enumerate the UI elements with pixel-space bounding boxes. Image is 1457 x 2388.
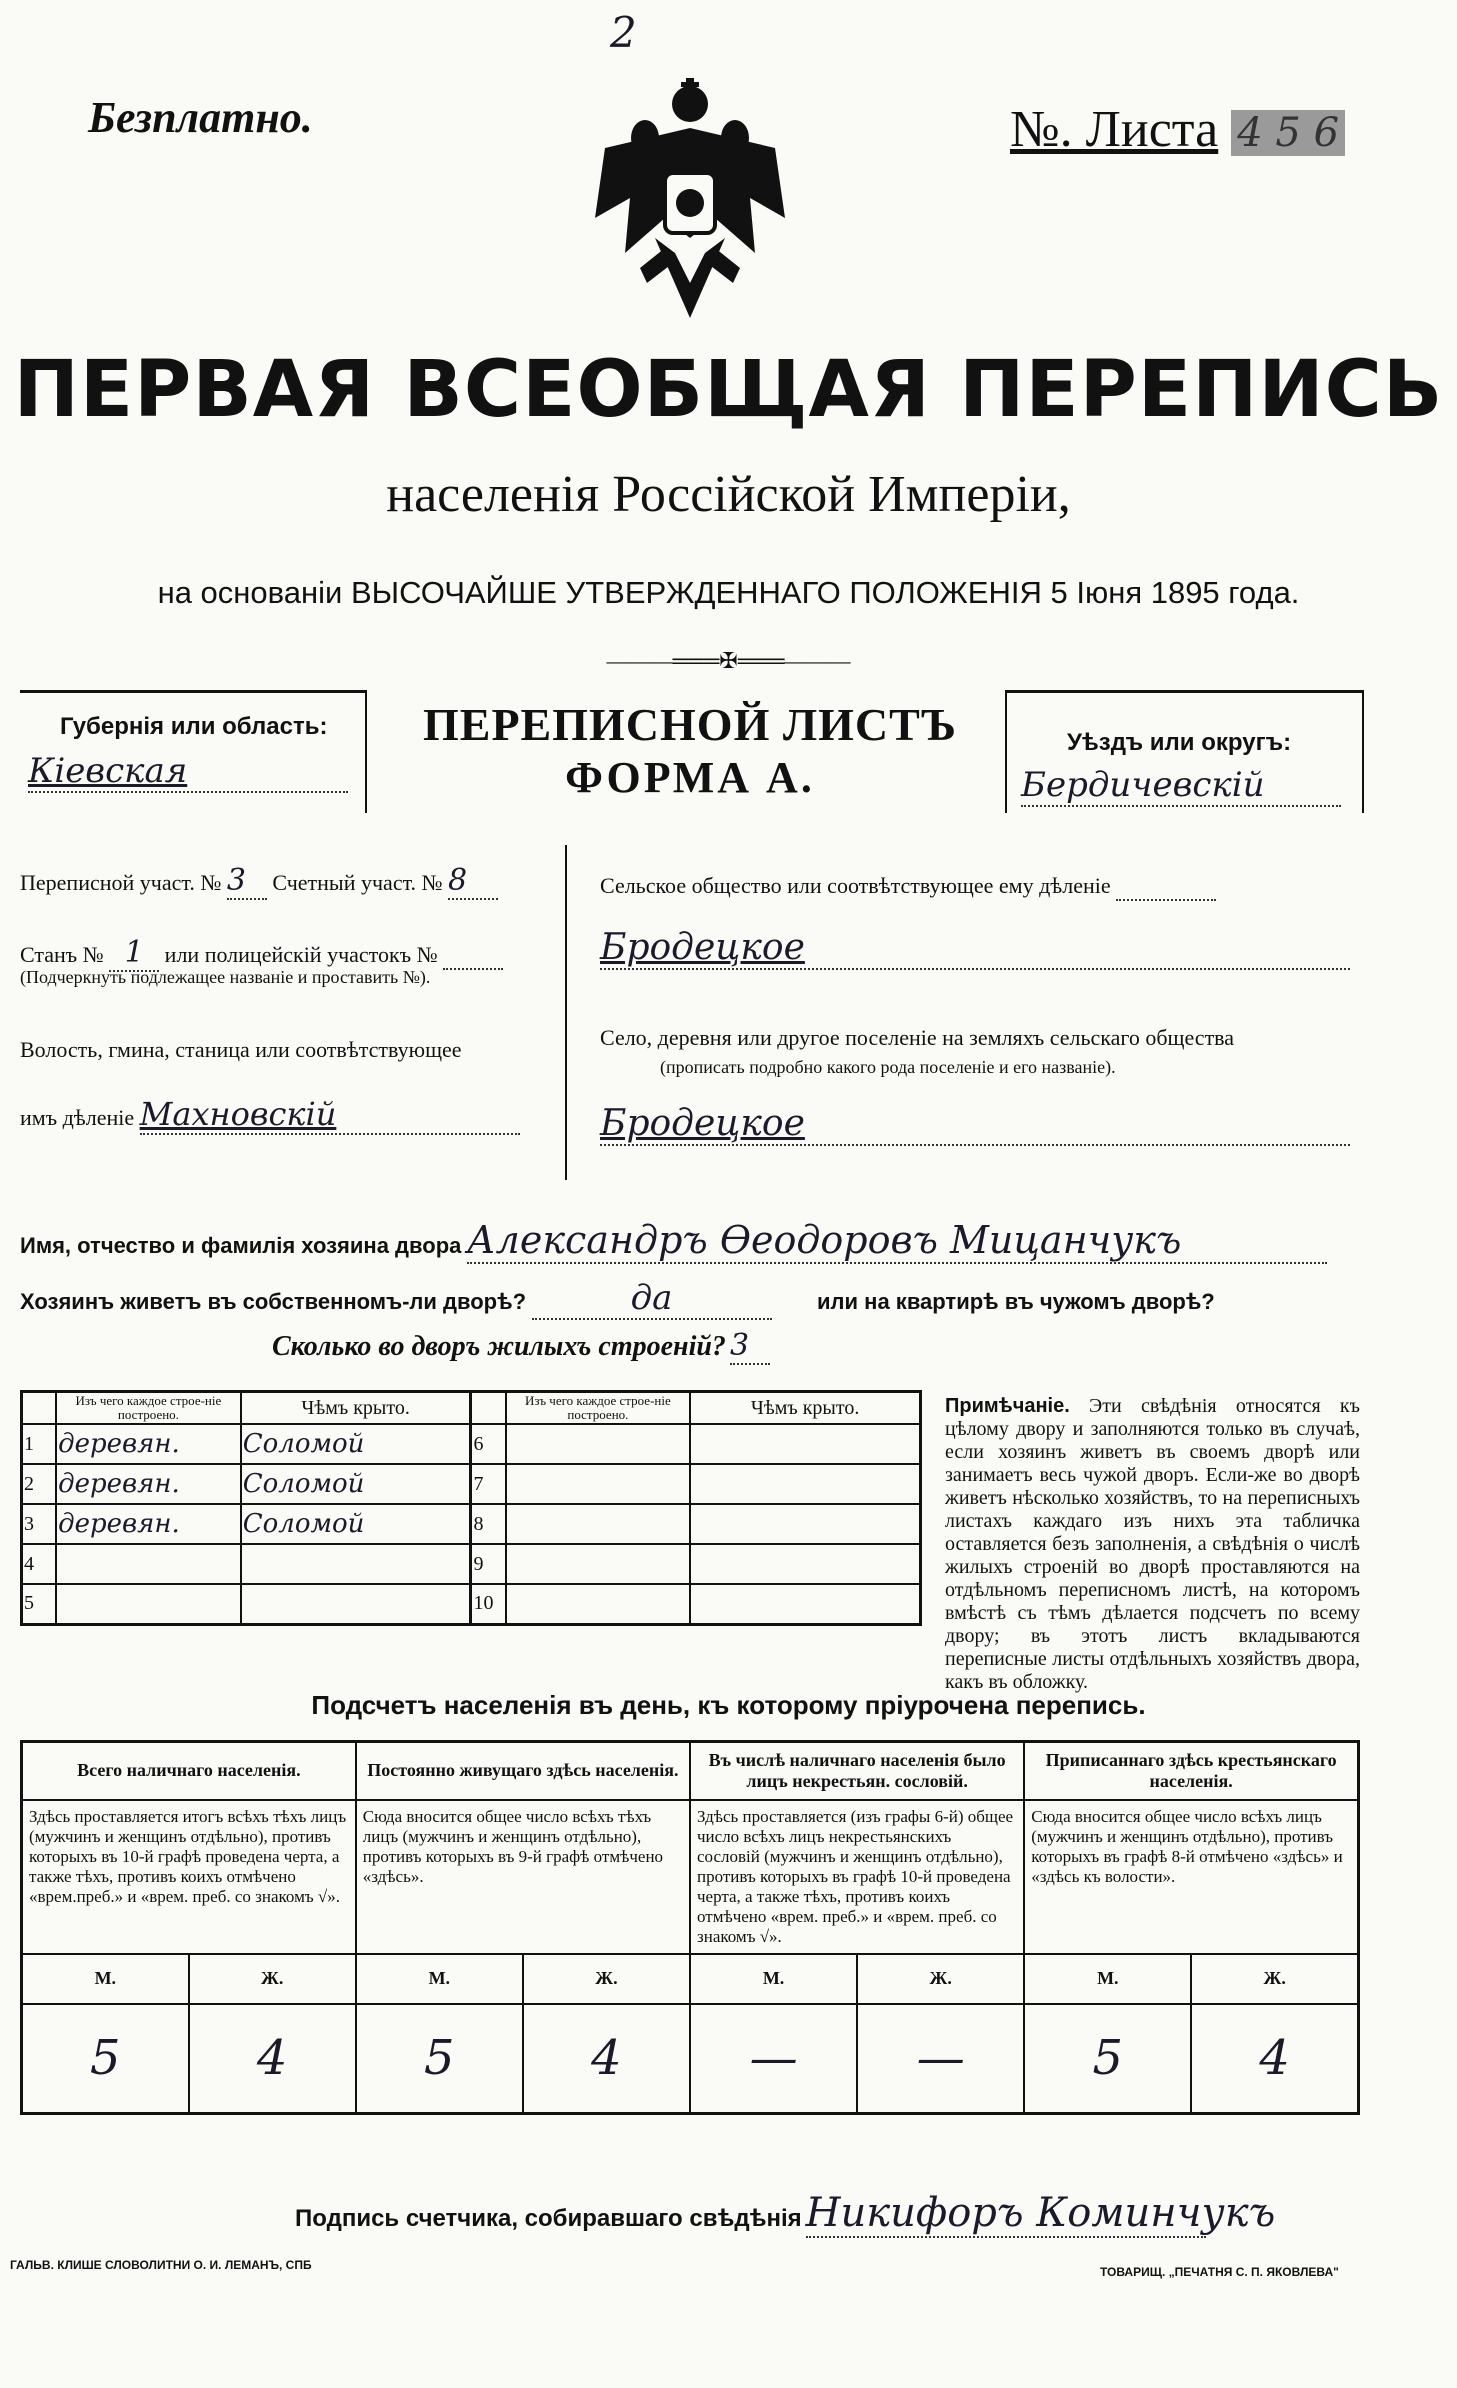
table-row: 5 10 [22,1584,921,1624]
pop-value-m-1: 5 [22,2004,189,2114]
pop-col-desc-3: Здѣсь проставляется (изъ графы 6-й) общее число всѣхъ лицъ некрестьянскихъ сословій (мужчинъ и женщинъ отдѣльно), противъ которыхъ въ графѣ 10-й проведена черта, а также тѣхъ, противъ коихъ отмѣчено «врем. преб.» и «врем. преб. со знакомъ √». [690,1800,1024,1954]
pop-col-desc-4: Сюда вносится общее число всѣхъ лицъ (мужчинъ и женщинъ отдѣльно), противъ которыхъ въ графѣ 8-й отмѣчено «здѣсь» и «здѣсь къ волости». [1024,1800,1358,1954]
underline-note: (Подчеркнуть подлежащее названіе и проставить №). [20,967,431,987]
gubernia-label: Губернія или область: [60,713,328,740]
col-material-header-2: Изъ чего каждое строе-ніе построено. [506,1392,691,1425]
pop-col-head-1: Всего наличнаго населенія. [22,1742,356,1800]
col-material-header: Изъ чего каждое строе-ніе построено. [56,1392,241,1425]
uezd-value: Бердичевскій [1021,765,1341,807]
sheet-number-value: 4 5 6 [1231,110,1345,156]
form-subtitle: ФОРМА А. [565,753,815,802]
printer-imprint-right: ТОВАРИЩ. „ПЕЧАТНЯ С. П. ЯКОВЛЕВА" [1100,2265,1339,2279]
owner-name-label: Имя, отчество и фамилія хозяина двора [20,1233,462,1258]
table-row: 4 9 [22,1544,921,1584]
region-box [20,690,1360,815]
note-text: Эти свѣдѣнія относятся къ цѣлому двору и заполняются только въ случаѣ, если хозяинъ живетъ въ своемъ дворѣ или занимаетъ весь чужой дворъ. Если-же во дворѣ живетъ нѣсколько хозяйствъ, то на переписныхъ листахъ каждаго изъ нихъ эта табличка оставляется безъ заполненія, а свѣдѣнія о числѣ жилыхъ строеній во дворѣ проставляются на отдѣльномъ переписномъ листѣ, на которомъ вмѣстѣ съ тѣмъ дѣлается подсчетъ по всему двору; въ этотъ листъ вкладываются переписные листы отдѣльныхъ хозяйствъ двора, какъ въ обложку. [945,1395,1360,1693]
volost-label-2: имъ дѣленіе [20,1105,135,1130]
free-label: Безплатно. [88,93,313,142]
police-value [443,942,503,970]
table-row: 3 деревян. Соломой 8 [22,1504,921,1544]
sheet-number-label: №. Листа [1010,101,1219,158]
population-title: Подсчетъ населенія въ день, къ которому пріурочена перепись. [311,1690,1146,1720]
pop-value-f-3: — [857,2004,1024,2114]
village-note: (прописать подробно какого рода поселеніе и его названіе). [660,1057,1116,1077]
pop-col-head-3: Въ числѣ наличнаго населенія было лицъ некрестьян. сословій. [690,1742,1024,1800]
buildings-count-value: 3 [730,1328,770,1365]
form-title: ПЕРЕПИСНОЙ ЛИСТЪ [422,699,958,750]
gubernia-box [20,690,367,813]
count-area-label: Счетный участ. № [272,870,443,895]
population-table: Всего наличнаго населенія. Постоянно живущаго здѣсь населенія. Въ числѣ наличнаго населенія было лицъ некрестьян. сословій. Приписаннаго здѣсь крестьянскаго населенія. Здѣсь проставляется итогъ всѣхъ тѣхъ лицъ (мужчинъ и женщинъ отдѣльно), противъ которыхъ въ 10-й графѣ проведена черта, а также тѣхъ, противъ коихъ отмѣчено «врем.преб.» и «врем. преб. со знакомъ √». Сюда вносится общее число всѣхъ тѣхъ лицъ (мужчинъ и женщинъ отдѣльно), противъ которыхъ въ 9-й графѣ отмѣчено «здѣсь». Здѣсь проставляется (изъ графы 6-й) общее число всѣхъ лицъ некрестьянскихъ сословій (мужчинъ и женщинъ отдѣльно), противъ которыхъ въ графѣ 10-й проведена черта, а также тѣхъ, противъ коихъ отмѣчено «врем. преб.» и «врем. преб. со знакомъ √». Сюда вносится общее число всѣхъ лицъ (мужчинъ и женщинъ отдѣльно), противъ которыхъ въ графѣ 8-й отмѣчено «здѣсь» и «здѣсь къ волости». М. Ж. М. Ж. М. Ж. М. Ж. 5 4 5 4 — — 5 4 [20,1740,1360,2115]
volost-value: Махновскій [140,1095,520,1135]
police-label: или полицейскій участокъ № [164,942,438,967]
pop-value-f-4: 4 [1191,2004,1358,2114]
main-title: ПЕРВАЯ ВСЕОБЩАЯ ПЕРЕПИСЬ [13,345,1444,435]
stan-value: 1 [109,935,159,972]
page-number: 2 [610,8,637,57]
subtitle: населенія Россійской Имперіи, [386,466,1071,523]
pop-col-head-4: Приписаннаго здѣсь крестьянскаго населенія. [1024,1742,1358,1800]
village-value: Бродецкое [600,1103,1350,1146]
printer-imprint-left: ГАЛЬВ. КЛИШЕ СЛОВОЛИТНИ О. И. ЛЕМАНЪ, СПБ [10,2258,312,2272]
buildings-table [20,1390,922,1626]
imperial-eagle-emblem [585,78,795,328]
uezd-label: Уѣздъ или округъ: [1067,729,1292,756]
census-area-value: 3 [227,863,267,900]
pop-value-m-3: — [690,2004,857,2114]
pop-value-f-2: 4 [523,2004,690,2114]
owner-lives-label: Хозяинъ живетъ въ собственномъ-ли дворѣ? [20,1289,527,1314]
stan-label: Станъ № [20,942,104,967]
signature-value: Никифоръ Коминчукъ [805,2190,1276,2236]
buildings-note [945,1395,1360,1694]
col-roof-header-2: Чѣмъ крыто. [690,1392,920,1425]
gubernia-value: Кіевская [28,751,348,793]
note-title: Примѣчаніе. [945,1395,1070,1417]
village-label: Село, деревня или другое поселеніе на земляхъ сельскаго общества [600,1025,1235,1050]
owner-lives-label-2: или на квартирѣ въ чужомъ дворѣ? [817,1289,1215,1314]
pop-col-desc-2: Сюда вносится общее число всѣхъ тѣхъ лицъ (мужчинъ и женщинъ отдѣльно), противъ которыхъ въ 9-й графѣ отмѣчено «здѣсь». [356,1800,690,1954]
sheet-number [1010,100,1345,159]
count-area-value: 8 [448,863,498,900]
col-roof-header: Чѣмъ крыто. [241,1392,471,1425]
signature-label: Подпись счетчика, собиравшаго свѣдѣнія [295,2205,802,2232]
pop-value-f-1: 4 [189,2004,356,2114]
pop-col-desc-1: Здѣсь проставляется итогъ всѣхъ тѣхъ лицъ (мужчинъ и женщинъ отдѣльно), противъ которыхъ въ 10-й графѣ проведена черта, а также тѣхъ, противъ коихъ отмѣчено «врем.преб.» и «врем. преб. со знакомъ √». [22,1800,356,1954]
ornament-divider: ———═══✠═══——— [606,648,851,673]
owner-lives-value: да [532,1278,772,1320]
pop-value-m-4: 5 [1024,2004,1191,2114]
owner-name-value: Александръ Өеодоровъ Мицанчукъ [467,1218,1327,1264]
buildings-count-label: Сколько во дворъ жилыхъ строеній? [272,1331,726,1362]
volost-label: Волость, гмина, станица или соотвѣтствующее [20,1037,462,1062]
legal-basis: на основаніи ВЫСОЧАЙШЕ УТВЕРЖДЕННАГО ПОЛОЖЕНІЯ 5 Іюня 1895 года. [157,575,1300,610]
table-row: 1 деревян. Соломой 6 [22,1424,921,1464]
pop-value-m-2: 5 [356,2004,523,2114]
right-fields [590,845,1360,1180]
uezd-box [1005,690,1364,813]
pop-col-head-2: Постоянно живущаго здѣсь населенія. [356,1742,690,1800]
left-fields [20,845,567,1180]
table-row: 2 деревян. Соломой 7 [22,1464,921,1504]
society-value: Бродецкое [600,927,1350,970]
society-label: Сельское общество или соотвѣтствующее ему дѣленіе [600,873,1111,898]
census-area-label: Переписной участ. № [20,870,222,895]
